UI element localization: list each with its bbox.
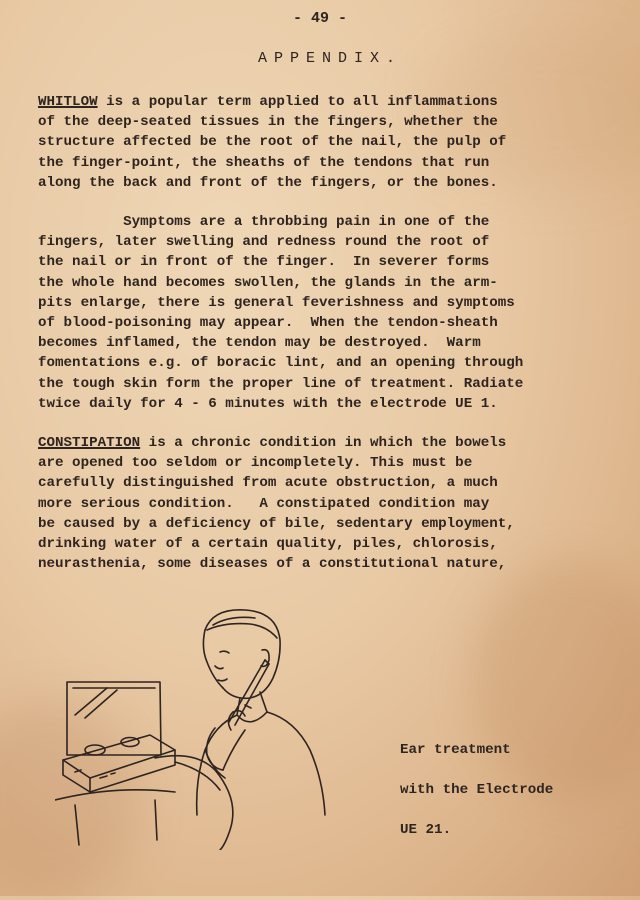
caption-line: Ear treatment [400,742,511,758]
paragraph-line: fomentations e.g. of boracic lint, and an opening through [38,355,524,372]
caption-line: with the Electrode [400,782,554,798]
paragraph-line: neurasthenia, some diseases of a constitutional nature, [38,556,507,573]
paragraph-line: drinking water of a certain quality, piles, chlorosis, [38,536,498,553]
paragraph-line: the nail or in front of the finger. In severer forms [38,254,490,271]
apparatus-box [63,735,175,792]
paragraph-line: the whole hand becomes swollen, the glands in the arm- [38,274,498,291]
symptoms-paragraph [38,212,523,414]
constipation-paragraph [38,433,515,574]
paragraph-line: are opened too seldom or incompletely. This must be [38,455,473,472]
paragraph-line: the tough skin form the proper line of treatment. Radiate [38,375,524,392]
paragraph-line: twice daily for 4 - 6 minutes with the electrode UE 1. [38,395,498,412]
whitlow-term: WHITLOW [38,94,98,110]
section-title: APPENDIX. [257,50,402,67]
paragraph-line: becomes inflamed, the tendon may be destroyed. Warm [38,335,481,352]
paragraph-line: of the deep-seated tissues in the fingers, whether the [38,114,498,131]
paragraph-line: the finger-point, the sheaths of the tendons that run [38,154,490,171]
ear-treatment-illustration [55,600,375,850]
person-head [203,610,280,698]
paragraph-line: more serious condition. A constipated condition may [38,495,490,512]
paper-stain [470,560,640,800]
paragraph-line: WHITLOW is a popular term applied to all inflammations [38,94,498,110]
paragraph-line: be caused by a deficiency of bile, sedentary employment, [38,515,515,532]
paragraph-line: structure affected be the root of the nail, the pulp of [38,134,507,151]
whitlow-paragraph [38,92,506,193]
paragraph-line: along the back and front of the fingers, or the bones. [38,174,498,191]
paragraph-line: pits enlarge, there is general feverishness and symptoms [38,294,515,311]
device-cabinet [67,682,161,755]
paragraph-line: of blood-poisoning may appear. When the tendon-sheath [38,315,498,332]
table [55,790,175,845]
constipation-term: CONSTIPATION [38,435,141,451]
person-arm [207,711,245,770]
paragraph-line: Symptoms are a throbbing pain in one of the [38,214,490,230]
paragraph-line: fingers, later swelling and redness round the root of [38,234,490,251]
person-body [197,692,325,815]
paragraph-line: carefully distinguished from acute obstruction, a much [38,475,498,492]
paragraph-line: CONSTIPATION is a chronic condition in which the bowels [38,435,507,451]
page-number: - 49 - [292,10,347,27]
caption-line: UE 21. [400,822,452,838]
